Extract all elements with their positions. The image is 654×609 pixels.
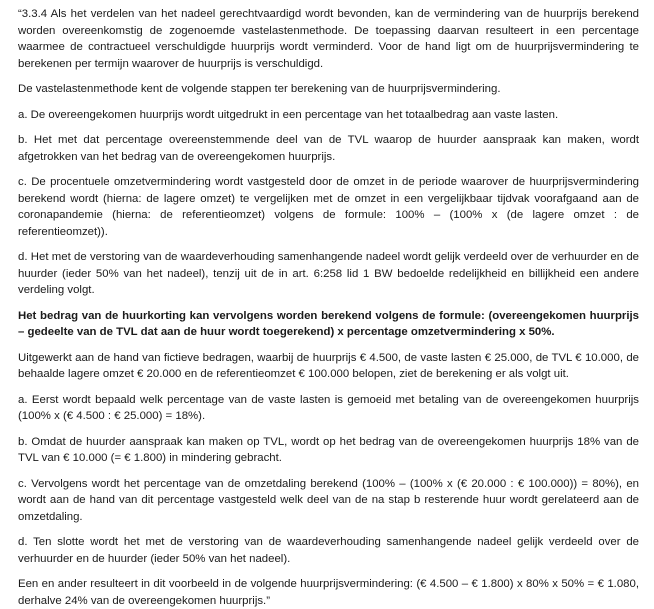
paragraph-example-b: b. Omdat de huurder aanspraak kan maken op TVL, wordt op het bedrag van de overeengekomen huurprijs 18% van de TVL van € 10.000 (= € 1.800) in mindering gebracht. <box>18 435 639 464</box>
paragraph-formula: Het bedrag van de huurkorting kan vervolgens worden berekend volgens de formule: (overeengekomen huurprijs – gedeelte van de TVL dat aan de huur wordt toegerekend) x percentage omzetvermindering x 50%. <box>18 309 639 338</box>
paragraph-intro: “3.3.4 Als het verdelen van het nadeel gerechtvaardigd wordt bevonden, kan de vermindering van de huurprijs berekend worden overeenkomstig de zogenoemde vastelastenmethode. De toepassing daarvan resulteert in een percentage waarmee de contractueel verschuldigde huurprijs wordt verminderd. Voor de hand ligt om de huurprijsvermindering te berekenen per termijn waarover de huurprijs is verschuldigd. <box>18 8 639 70</box>
paragraph-example-c: c. Vervolgens wordt het percentage van de omzetdaling berekend (100% – (100% x (€ 20.000 : € 100.000)) = 80%), en wordt aan de hand van dit percentage vastgesteld welk deel van de na stap b resterende huur wordt gerelateerd aan de omzetdaling. <box>18 477 639 523</box>
paragraph-step-c: c. De procentuele omzetvermindering wordt vastgesteld door de omzet in de periode waarover de huurprijsvermindering berekend wordt (hierna: de lagere omzet) te vergelijken met de omzet in een vergelijkbaar tijdvak voorafgaand aan de coronapandemie (hierna: de referentieomzet) volgens de formule: 100% – (100% x (de lagere omzet : de referentieomzet)). <box>18 176 639 238</box>
paragraph-example-d: d. Ten slotte wordt het met de verstoring van de waardeverhouding samenhangende nadeel gelijk verdeeld over de verhuurder en de huurder (ieder 50% van het nadeel). <box>18 536 639 565</box>
paragraph-example-intro: Uitgewerkt aan de hand van fictieve bedragen, waarbij de huurprijs € 4.500, de vaste lasten € 25.000, de TVL € 10.000, de behaalde lagere omzet € 20.000 en de referentieomzet € 100.000 belopen, ziet de berekening er als volgt uit. <box>18 351 639 380</box>
paragraph-result: Een en ander resulteert in dit voorbeeld in de volgende huurprijsvermindering: (€ 4.500 – € 1.800) x 80% x 50% = € 1.080, derhalve 24% van de overeengekomen huurprijs.” <box>18 578 639 607</box>
paragraph-step-a: a. De overeengekomen huurprijs wordt uitgedrukt in een percentage van het totaalbedrag aan vaste lasten. <box>18 108 559 121</box>
paragraph-step-b: b. Het met dat percentage overeenstemmende deel van de TVL waarop de huurder aanspraak kan maken, wordt afgetrokken van het bedrag van de overeengekomen huurprijs. <box>18 134 639 163</box>
paragraph-method-steps-intro: De vastelastenmethode kent de volgende stappen ter berekening van de huurprijsvermindering. <box>18 83 501 95</box>
paragraph-example-a: a. Eerst wordt bepaald welk percentage van de vaste lasten is gemoeid met betaling van de overeengekomen huurprijs (100% x (€ 4.500 : € 25.000) = 18%). <box>18 393 639 422</box>
paragraph-step-d: d. Het met de verstoring van de waardeverhouding samenhangende nadeel wordt gelijk verdeeld over de verhuurder en de huurder (ieder 50% van het nadeel), tenzij uit de in art. 6:258 lid 1 BW bedoelde redelijkheid en billijkheid een andere verdeling volgt. <box>18 251 639 296</box>
